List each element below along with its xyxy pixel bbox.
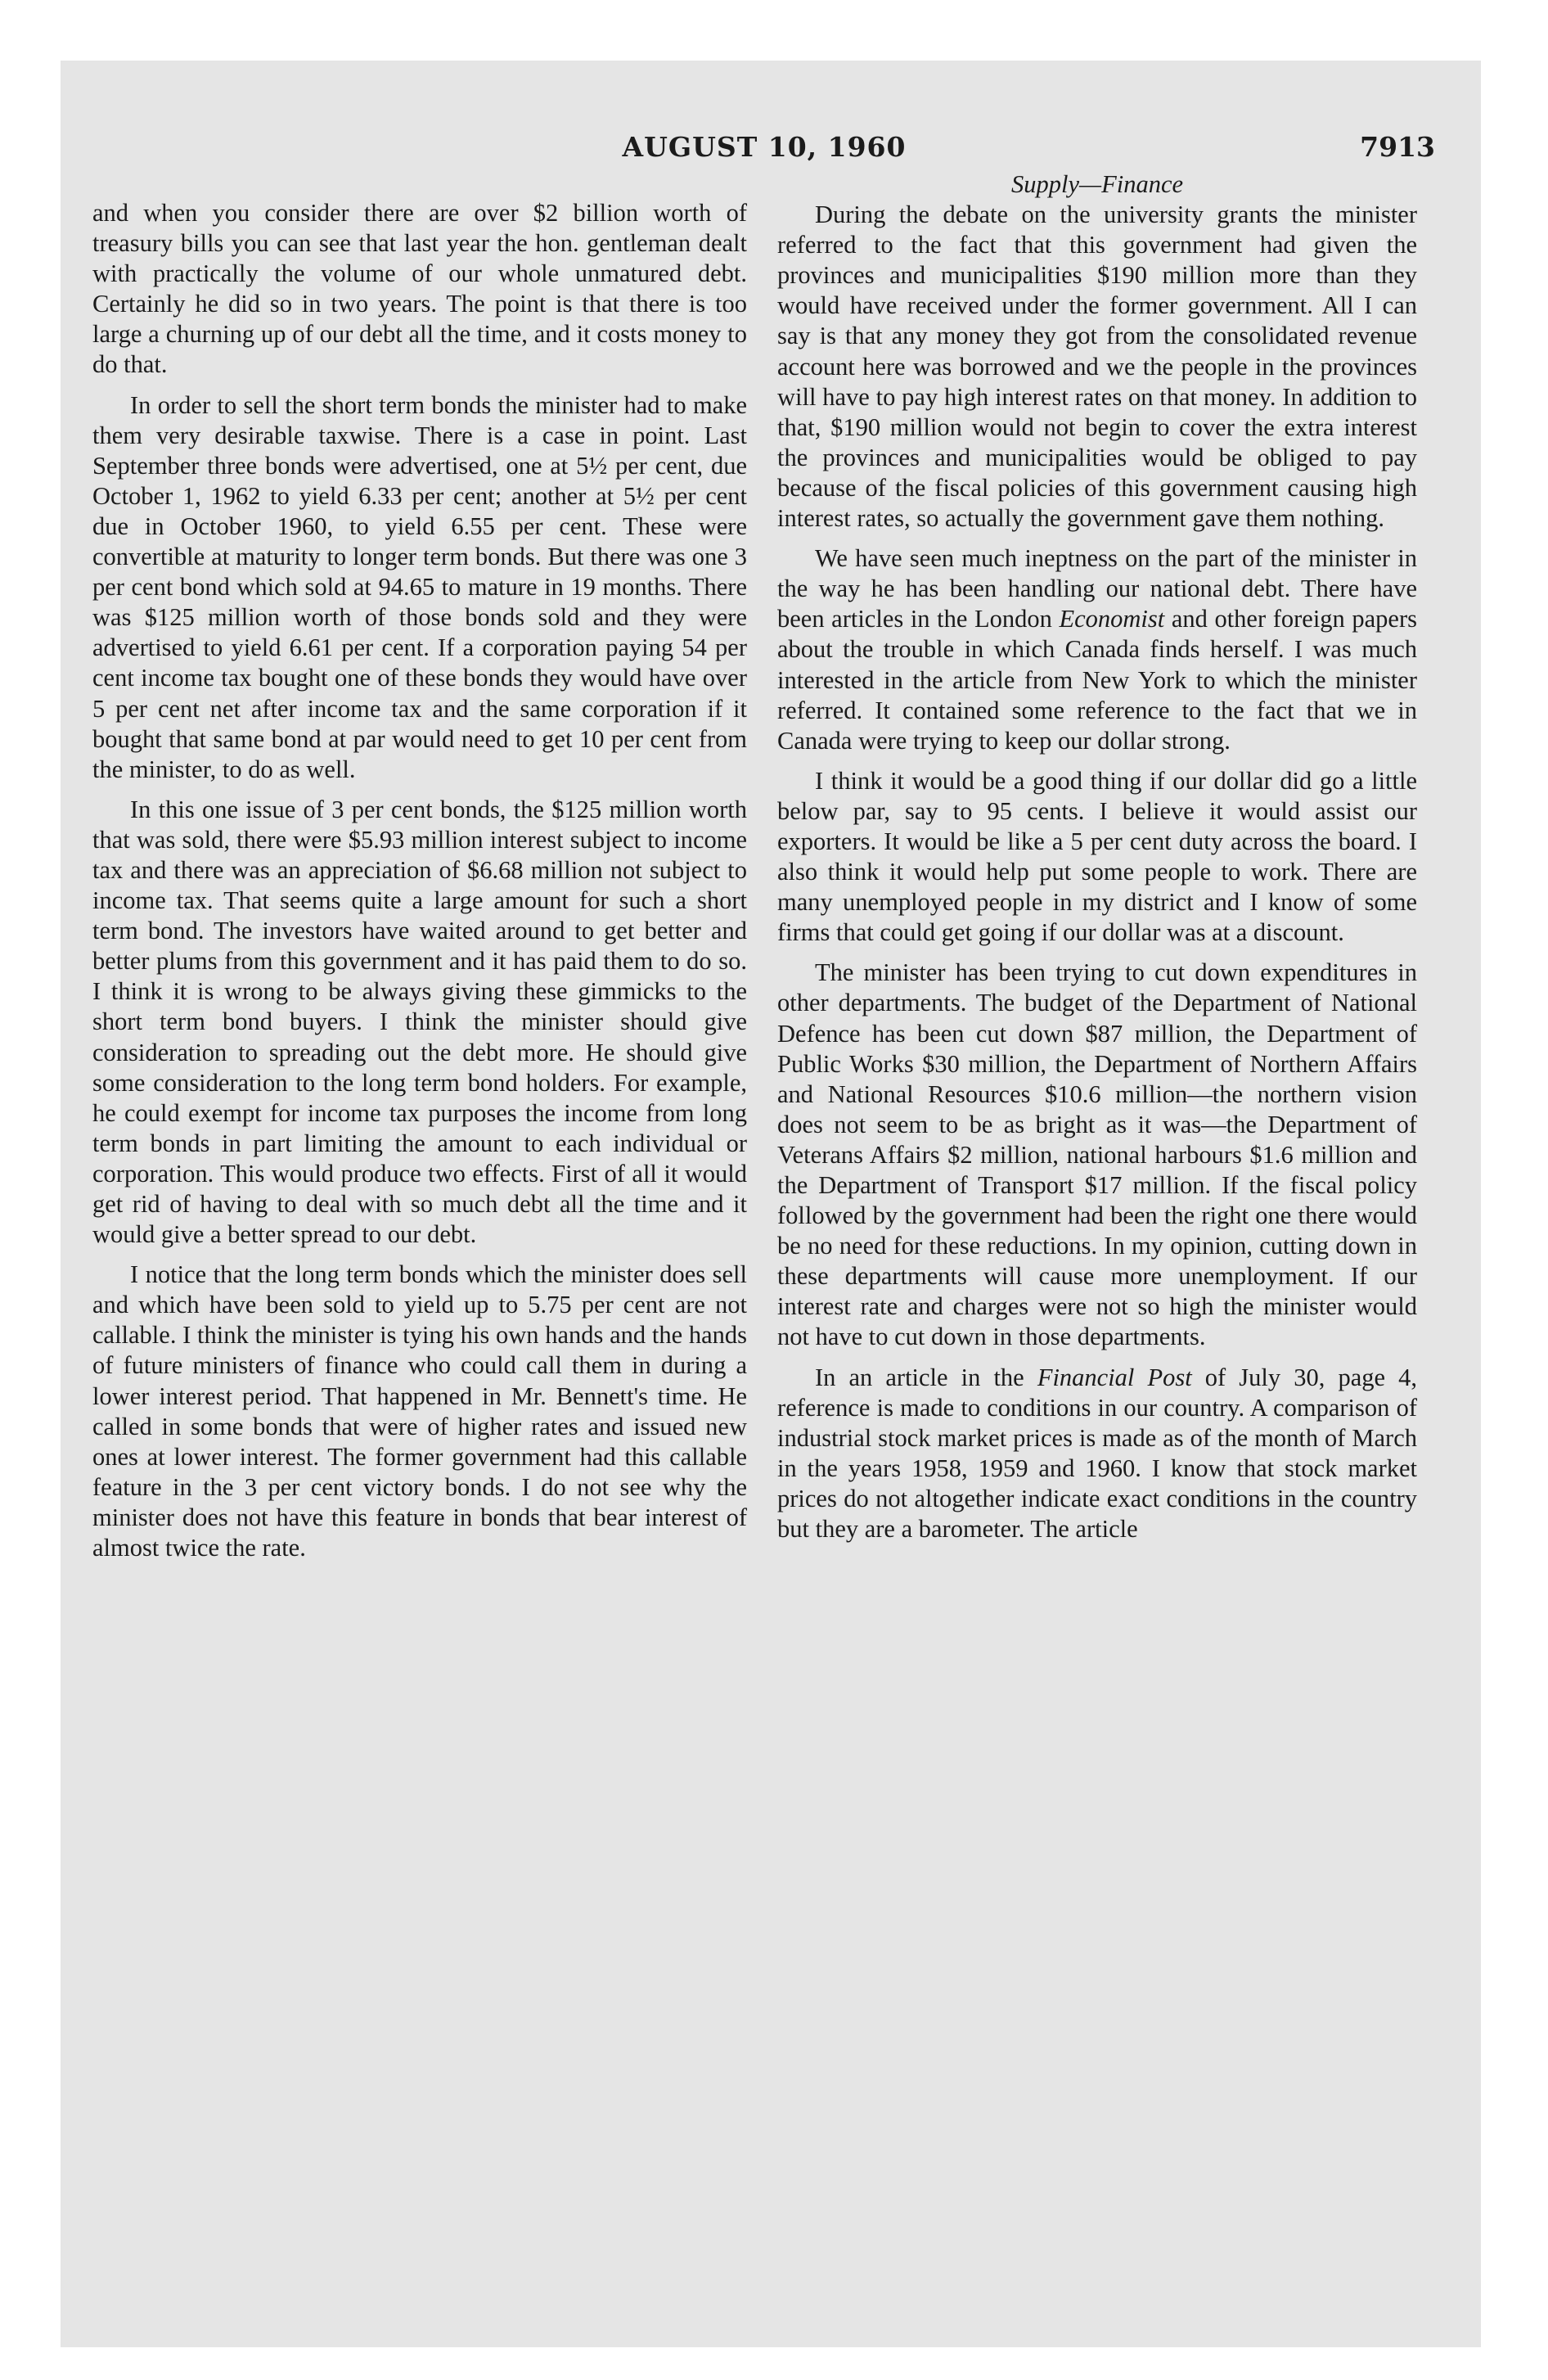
left-paragraph-4: I notice that the long term bonds which the minister does sell and which have been sold to yield up to 5.75 per cent are not callable. I think the minister is tying his own hands and the hands of future ministers of finance who could call them in during a lower interest period. That happened in Mr. Bennett's time. He called in some bonds that were of higher rates and issued new ones at lower interest. The former government had this callable feature in the 3 per cent victory bonds. I do not see why the minister does not have this feature in bonds that bear interest of almost twice the rate. xyxy=(92,1260,747,1562)
right-paragraph-1: During the debate on the university grants the minister referred to the fact that this government had given the provinces and municipalities $190 million more than they would have received under the former government. All I can say is that any money they got from the consolidated revenue account here was borrowed and we the people in the provinces will have to pay high interest rates on that money. In addition to that, $190 million would not begin to cover the extra interest the provinces and municipalities would be obliged to pay because of the fiscal policies of this government causing high interest rates, so actually the government gave them nothing. xyxy=(777,201,1417,533)
right-paragraph-5-text-a: In an article in the xyxy=(815,1363,1037,1391)
economist-title: Economist xyxy=(1059,605,1165,633)
left-paragraph-3: In this one issue of 3 per cent bonds, the $125 million worth that was sold, there were $5.93 million interest subject to income tax and there was an appreciation of $6.68 million not subject to income tax. That seems quite a large amount for such a short term bond. The investors have waited around to get better and better plums from this government and it has paid them to do so. I think it is wrong to be always giving these gimmicks to the short term bond buyers. I think the minister should give consideration to spreading out the debt more. He should give some consideration to the long term bond holders. For example, he could exempt for income tax purposes the income from long term bonds in part limiting the amount to each individual or corporation. This would produce two effects. First of all it would get rid of having to deal with so much debt all the time and it would give a better spread to our debt. xyxy=(92,795,747,1249)
right-paragraph-2-text-b: and other foreign papers about the trouble in which Canada finds herself. I was much interested in the article from New York to which the minister referred. It contained some reference to the fact that we in Canada were trying to keep our dollar strong. xyxy=(777,605,1417,755)
right-paragraph-2 xyxy=(777,543,1417,756)
left-paragraph-2: In order to sell the short term bonds the minister had to make them very desirable taxwise. There is a case in point. Last September three bonds were advertised, one at 5½ per cent, due October 1, 1962 to yield 6.33 per cent; another at 5½ per cent due in October 1960, to yield 6.55 per cent. These were convertible at maturity to longer term bonds. But there was one 3 per cent bond which sold at 94.65 to mature in 19 months. There was $125 million worth of those bonds sold and they were advertised to yield 6.61 per cent. If a corporation paying 54 per cent income tax bought one of these bonds they would have over 5 per cent net after income tax and the same corporation if it bought that same bond at par would need to get 10 per cent from the minister, to do as well. xyxy=(92,390,747,783)
header-date: AUGUST 10, 1960 xyxy=(622,131,907,163)
financial-post-title: Financial Post xyxy=(1037,1363,1192,1391)
right-paragraph-5-text-b: of July 30, page 4, reference is made to conditions in our country. A comparison of industrial stock market prices is made as of the month of March in the years 1958, 1959 and 1960. I know that stock market prices do not altogether indicate exact conditions in the country but they are a barometer. The article xyxy=(777,1363,1417,1544)
page-number: 7913 xyxy=(1360,131,1435,163)
left-paragraph-1: and when you consider there are over $2 billion worth of treasury bills you can see that last year the hon. gentleman dealt with practically the volume of our whole unmatured debt. Certainly he did so in two years. The point is that there is too large a churning up of our debt all the time, and it costs money to do that. xyxy=(92,199,747,379)
left-column xyxy=(92,198,747,1573)
right-paragraph-5 xyxy=(777,1363,1417,1545)
right-paragraph-2-text-a: We have seen much ineptness on the part of the minister in the way he has been handling our national debt. There have been articles in the London xyxy=(777,544,1417,633)
right-paragraph-3: I think it would be a good thing if our dollar did go a little below par, say to 95 cents. I believe it would assist our exporters. It would be like a 5 per cent duty across the board. I also think it would help put some people to work. There are many unemployed people in my district and I know of some firms that could get going if our dollar was at a discount. xyxy=(777,766,1417,947)
section-title: Supply—Finance xyxy=(1010,170,1184,198)
right-column xyxy=(777,169,1417,1554)
page-header xyxy=(93,131,1435,172)
right-paragraph-4: The minister has been trying to cut down expenditures in other departments. The budget of the Department of National Defence has been cut down $87 million, the Department of Public Works $30 million, the Department of Northern Affairs and National Resources $10.6 million—the northern vision does not seem to be as bright as it was—the Department of Veterans Affairs $2 million, national harbours $1.6 million and the Department of Transport $17 million. If the fiscal policy followed by the government had been the right one there would be no need for these reductions. In my opinion, cutting down in these departments will cause more unemployment. If our interest rate and charges were not so high the minister would not have to cut down in those departments. xyxy=(777,958,1417,1351)
